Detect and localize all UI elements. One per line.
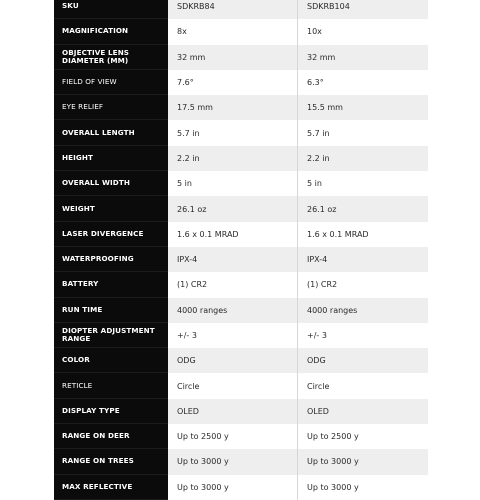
spec-value-model-2: Circle bbox=[298, 373, 428, 398]
spec-row bbox=[54, 424, 428, 449]
spec-row bbox=[54, 95, 428, 120]
spec-value-model-1: 5.7 in bbox=[168, 120, 298, 145]
spec-label: SKU bbox=[54, 0, 168, 19]
spec-label: COLOR bbox=[54, 348, 168, 373]
spec-value-model-2: IPX-4 bbox=[298, 247, 428, 272]
spec-value-model-2: Up to 3000 y bbox=[298, 449, 428, 474]
spec-value-model-1: 4000 ranges bbox=[168, 298, 298, 323]
spec-row bbox=[54, 373, 428, 398]
spec-label: OVERALL WIDTH bbox=[54, 171, 168, 196]
spec-value-model-2: 5 in bbox=[298, 171, 428, 196]
spec-value-model-1: 8x bbox=[168, 19, 298, 44]
spec-value-model-1: Circle bbox=[168, 373, 298, 398]
spec-row bbox=[54, 196, 428, 221]
spec-value-model-1: 1.6 x 0.1 MRAD bbox=[168, 222, 298, 247]
spec-label: BATTERY bbox=[54, 272, 168, 297]
spec-label: WATERPROOFING bbox=[54, 247, 168, 272]
spec-value-model-2: +/- 3 bbox=[298, 323, 428, 348]
spec-row bbox=[54, 475, 428, 500]
spec-value-model-2: Up to 2500 y bbox=[298, 424, 428, 449]
spec-row bbox=[54, 171, 428, 196]
spec-value-model-1: 7.6° bbox=[168, 70, 298, 95]
spec-value-model-2: SDKRB104 bbox=[298, 0, 428, 19]
spec-row bbox=[54, 70, 428, 95]
spec-value-model-1: 26.1 oz bbox=[168, 196, 298, 221]
spec-value-model-1: IPX-4 bbox=[168, 247, 298, 272]
spec-value-model-2: ODG bbox=[298, 348, 428, 373]
spec-row bbox=[54, 298, 428, 323]
spec-value-model-1: SDKRB84 bbox=[168, 0, 298, 19]
spec-label: OBJECTIVE LENS DIAMETER (MM) bbox=[54, 45, 168, 70]
spec-value-model-1: +/- 3 bbox=[168, 323, 298, 348]
spec-label: RANGE ON TREES bbox=[54, 449, 168, 474]
spec-label: WEIGHT bbox=[54, 196, 168, 221]
spec-value-model-2: (1) CR2 bbox=[298, 272, 428, 297]
spec-label: MAX REFLECTIVE bbox=[54, 475, 168, 500]
spec-value-model-2: Up to 3000 y bbox=[298, 475, 428, 500]
spec-row bbox=[54, 449, 428, 474]
spec-value-model-2: 15.5 mm bbox=[298, 95, 428, 120]
spec-value-model-1: 5 in bbox=[168, 171, 298, 196]
spec-value-model-2: 6.3° bbox=[298, 70, 428, 95]
spec-label: LASER DIVERGENCE bbox=[54, 222, 168, 247]
spec-value-model-2: 2.2 in bbox=[298, 146, 428, 171]
spec-row bbox=[54, 272, 428, 297]
spec-label: DIOPTER ADJUSTMENT RANGE bbox=[54, 323, 168, 348]
spec-value-model-1: (1) CR2 bbox=[168, 272, 298, 297]
spec-row bbox=[54, 348, 428, 373]
spec-value-model-1: OLED bbox=[168, 399, 298, 424]
spec-value-model-2: 4000 ranges bbox=[298, 298, 428, 323]
spec-row bbox=[54, 222, 428, 247]
spec-label: RANGE ON DEER bbox=[54, 424, 168, 449]
spec-label: HEIGHT bbox=[54, 146, 168, 171]
spec-row bbox=[54, 45, 428, 70]
spec-table bbox=[54, 0, 428, 500]
spec-value-model-1: 2.2 in bbox=[168, 146, 298, 171]
spec-row bbox=[54, 19, 428, 44]
spec-value-model-1: 32 mm bbox=[168, 45, 298, 70]
spec-label: OVERALL LENGTH bbox=[54, 120, 168, 145]
spec-label: DISPLAY TYPE bbox=[54, 399, 168, 424]
spec-rows bbox=[54, 0, 428, 500]
spec-label: RETICLE bbox=[54, 373, 168, 398]
spec-label: EYE RELIEF bbox=[54, 95, 168, 120]
spec-row bbox=[54, 120, 428, 145]
spec-value-model-2: 10x bbox=[298, 19, 428, 44]
spec-value-model-1: 17.5 mm bbox=[168, 95, 298, 120]
spec-value-model-2: 1.6 x 0.1 MRAD bbox=[298, 222, 428, 247]
spec-row bbox=[54, 247, 428, 272]
spec-row bbox=[54, 399, 428, 424]
spec-row bbox=[54, 323, 428, 348]
spec-value-model-1: Up to 3000 y bbox=[168, 449, 298, 474]
spec-label: RUN TIME bbox=[54, 298, 168, 323]
spec-value-model-1: ODG bbox=[168, 348, 298, 373]
spec-value-model-1: Up to 3000 y bbox=[168, 475, 298, 500]
spec-value-model-2: 5.7 in bbox=[298, 120, 428, 145]
spec-value-model-2: OLED bbox=[298, 399, 428, 424]
spec-value-model-2: 26.1 oz bbox=[298, 196, 428, 221]
spec-row bbox=[54, 0, 428, 19]
spec-label: MAGNIFICATION bbox=[54, 19, 168, 44]
spec-label: FIELD OF VIEW bbox=[54, 70, 168, 95]
spec-value-model-2: 32 mm bbox=[298, 45, 428, 70]
spec-value-model-1: Up to 2500 y bbox=[168, 424, 298, 449]
spec-row bbox=[54, 146, 428, 171]
